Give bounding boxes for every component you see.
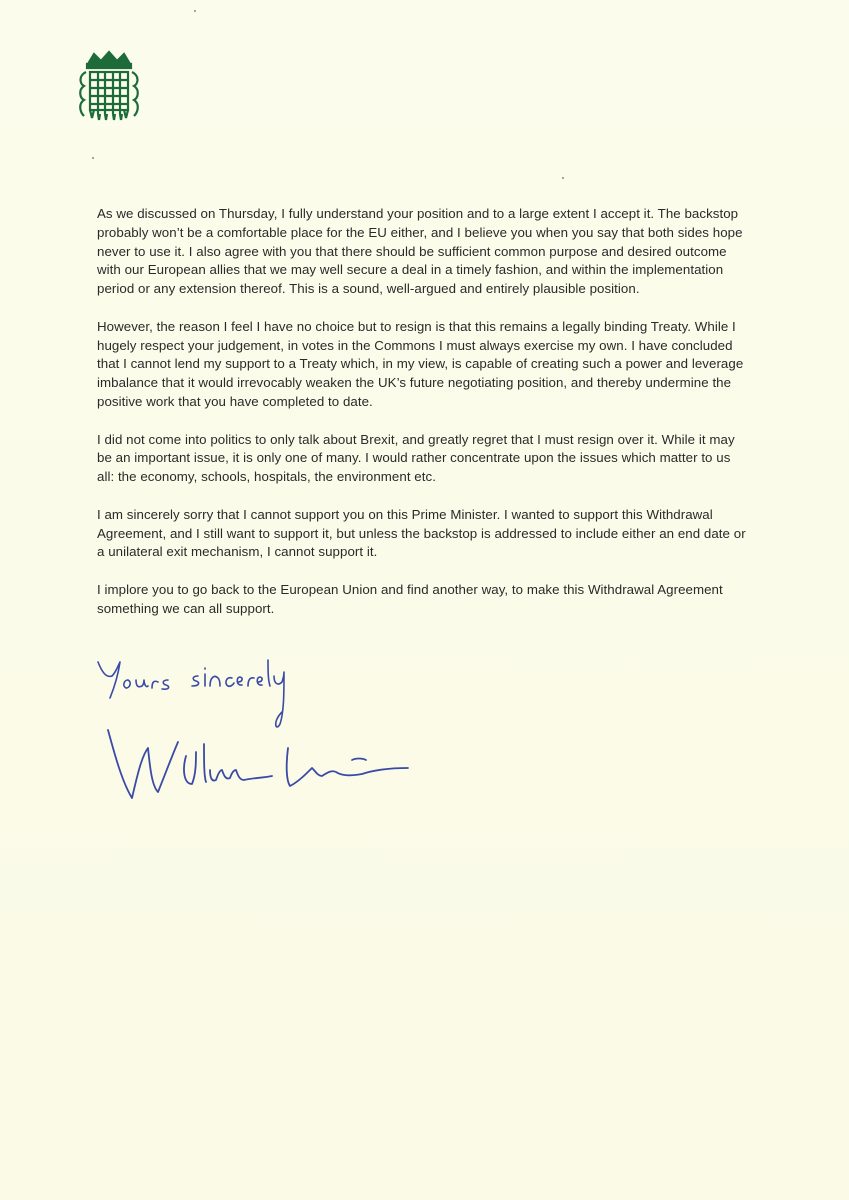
letter-body: [97, 205, 747, 637]
signature-graphic: [108, 730, 408, 798]
paragraph-4: I am sincerely sorry that I cannot support you on this Prime Minister. I wanted to support this Withdrawal Agreement, and I still want to support it, but unless the backstop is addressed to include either an end date or a unilateral exit mechanism, I cannot support it.: [97, 506, 746, 560]
paragraph-5: I implore you to go back to the European Union and find another way, to make this Withdrawal Agreement something we can all support.: [97, 581, 723, 616]
handwritten-closing: [92, 652, 412, 812]
paper-speck: [194, 10, 196, 12]
paper-speck: [92, 157, 94, 159]
valediction-handwriting: [98, 660, 284, 727]
portcullis-icon: [74, 50, 144, 126]
paragraph-1: As we discussed on Thursday, I fully understand your position and to a large extent I accept it. The backstop probably won’t be a comfortable place for the EU either, and I believe you when you say that both sides hope never to use it. I also agree with you that there should be sufficient common purpose and desired outcome with our European allies that we may well secure a deal in a timely fashion, and within the implementation period or any extension thereof. This is a sound, well-argued and entirely plausible position.: [97, 206, 743, 297]
paragraph-2: However, the reason I feel I have no choice but to resign is that this remains a legally binding Treaty. While I hugely respect your judgement, in votes in the Commons I must always exercise my own. I have concluded that I cannot lend my support to a Treaty which, in my view, is capable of creating such a power and leverage imbalance that it would irrevocably weaken the UK’s future negotiating position, and thereby undermine the positive work that you have completed to date.: [97, 318, 744, 409]
paper-speck: [562, 177, 564, 179]
paragraph-3: I did not come into politics to only talk about Brexit, and greatly regret that I must resign over it. While it may be an important issue, it is only one of many. I would rather concentrate upon the issues which matter to us all: the economy, schools, hospitals, the environment etc.: [97, 431, 735, 485]
